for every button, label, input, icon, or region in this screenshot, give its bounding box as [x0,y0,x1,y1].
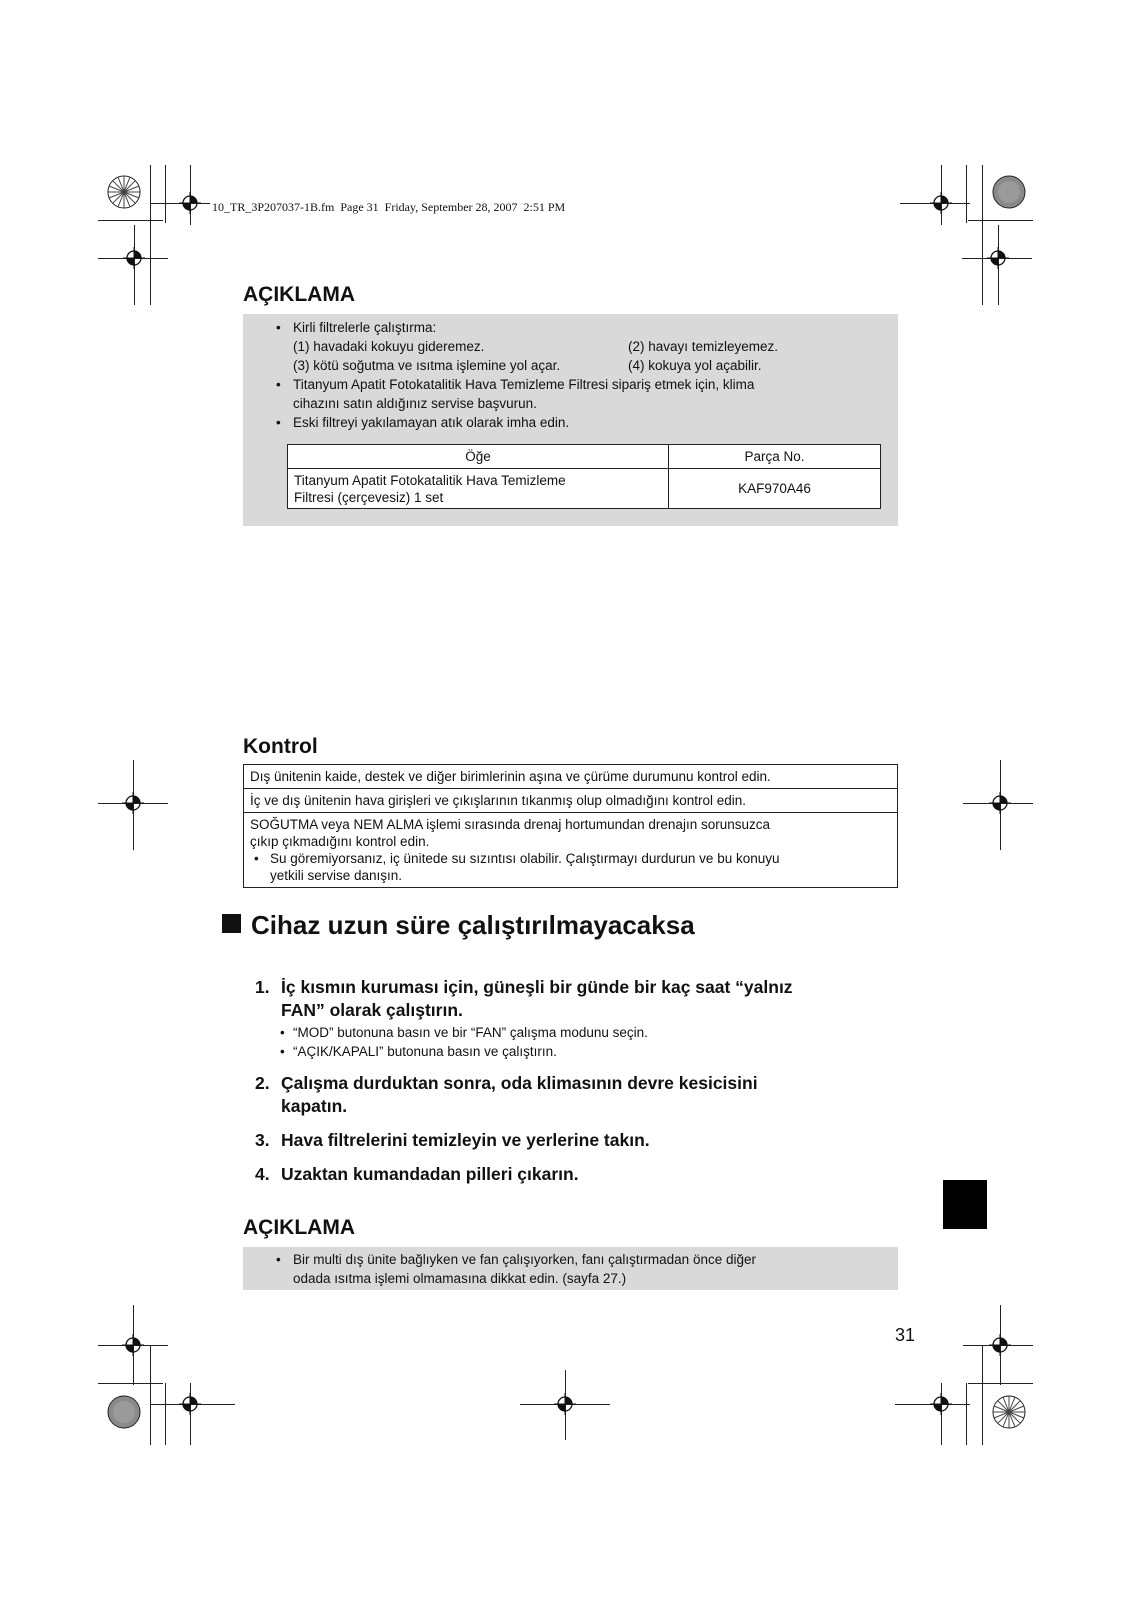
step-text: Uzaktan kumandadan pilleri çıkarın. [281,1164,579,1184]
table-cell-text: Filtresi (çerçevesiz) 1 set [294,489,444,505]
note-title: AÇIKLAMA [243,283,355,306]
note-text: (4) kokuya yol açabilir. [628,358,762,373]
registration-mark-icon [989,1334,1011,1356]
starburst-mark-icon [992,1395,1026,1429]
registration-mark-icon [987,247,1009,269]
table-row [244,813,898,888]
step-text: Çalışma durduktan sonra, oda klimasının devre kesicisini [281,1073,758,1093]
parts-table [287,444,881,509]
note-text: Titanyum Apatit Fotokatalitik Hava Temizleme Filtresi sipariş etmek için, klima [293,377,755,392]
note-title: AÇIKLAMA [243,1216,355,1239]
step-number: 4. [255,1164,270,1184]
square-bullet-icon [222,914,241,933]
step-number: 3. [255,1130,270,1150]
step-text: Hava filtrelerini temizleyin ve yerlerine takın. [281,1130,650,1150]
note-text: (2) havayı temizleyemez. [628,339,779,354]
table-header: Öğe [288,445,669,469]
chapter-thumb-tab [943,1180,987,1229]
bullet: • [276,1252,281,1267]
table-cell [244,813,898,888]
table-cell-text: yetkili servise danışın. [270,868,403,883]
registration-mark-icon [989,792,1011,814]
note-box [243,314,898,526]
step-sub-text: “AÇIK/KAPALI” butonuna basın ve çalıştırın. [293,1044,557,1059]
table-row [244,765,898,789]
bullet: • [276,320,281,335]
bullet: • [276,415,281,430]
step-sub-text: “MOD” butonuna basın ve bir “FAN” çalışma modunu seçin. [293,1025,648,1040]
section-heading [222,910,695,941]
note-text: Kirli filtrelerle çalıştırma: [293,320,437,335]
starburst-mark-icon [107,175,141,209]
file-info-header: 10_TR_3P207037-1B.fm Page 31 Friday, September 28, 2007 2:51 PM [212,200,566,214]
table-cell-part-number: KAF970A46 [669,469,881,509]
table-cell: İç ve dış ünitenin hava girişleri ve çıkışlarının tıkanmış olup olmadığını kontrol edin. [244,789,898,813]
step-number: 1. [255,977,270,997]
note-text: (3) kötü soğutma ve ısıtma işlemine yol açar. [293,358,561,373]
registration-mark-icon [179,1393,201,1415]
step-text: İç kısmın kuruması için, güneşli bir günde bir kaç saat “yalnız [281,977,793,997]
registration-mark-icon [123,247,145,269]
kontrol-title: Kontrol [243,735,318,758]
bullet: • [276,377,281,392]
section-title: Cihaz uzun süre çalıştırılmayacaksa [251,910,695,940]
registration-mark-icon [930,1393,952,1415]
table-cell-text: Titanyum Apatit Fotokatalitik Hava Temizleme [294,472,566,488]
table-cell: Dış ünitenin kaide, destek ve diğer birimlerinin aşına ve çürüme durumunu kontrol edin. [244,765,898,789]
table-cell-text: Su göremiyorsanız, iç ünitede su sızıntısı olabilir. Çalıştırmayı durdurun ve bu konuyu [270,851,780,866]
bullet: • [254,851,259,866]
note-text: Bir multi dış ünite bağlıyken ve fan çalışıyorken, fanı çalıştırmadan önce diğer [293,1252,756,1267]
registration-mark-icon [554,1393,576,1415]
grey-circle-mark-icon [107,1395,141,1429]
bullet: • [280,1025,285,1040]
registration-mark-icon [179,192,201,214]
note-text: (1) havadaki kokuyu gideremez. [293,339,485,354]
kontrol-table [243,764,898,888]
step-text: FAN” olarak çalıştırın. [281,1000,463,1020]
table-cell-item [288,469,669,509]
note-box [243,1247,898,1290]
registration-mark-icon [122,792,144,814]
grey-circle-mark-icon [992,175,1026,209]
bullet: • [280,1044,285,1059]
table-bullet-item [250,850,891,884]
page-number: 31 [895,1325,916,1345]
step-number: 2. [255,1073,270,1093]
table-cell-text: çıkıp çıkmadığını kontrol edin. [250,834,430,849]
registration-mark-icon [930,192,952,214]
step-text: kapatın. [281,1096,348,1116]
note-text: odada ısıtma işlemi olmamasına dikkat edin. (sayfa 27.) [293,1271,627,1286]
note-text: cihazını satın aldığınız servise başvurun. [293,396,537,411]
table-header: Parça No. [669,445,881,469]
note-text: Eski filtreyi yakılamayan atık olarak imha edin. [293,415,570,430]
registration-mark-icon [122,1334,144,1356]
table-cell-text: SOĞUTMA veya NEM ALMA işlemi sırasında drenaj hortumundan drenajın sorunsuzca [250,817,770,832]
table-row [244,789,898,813]
